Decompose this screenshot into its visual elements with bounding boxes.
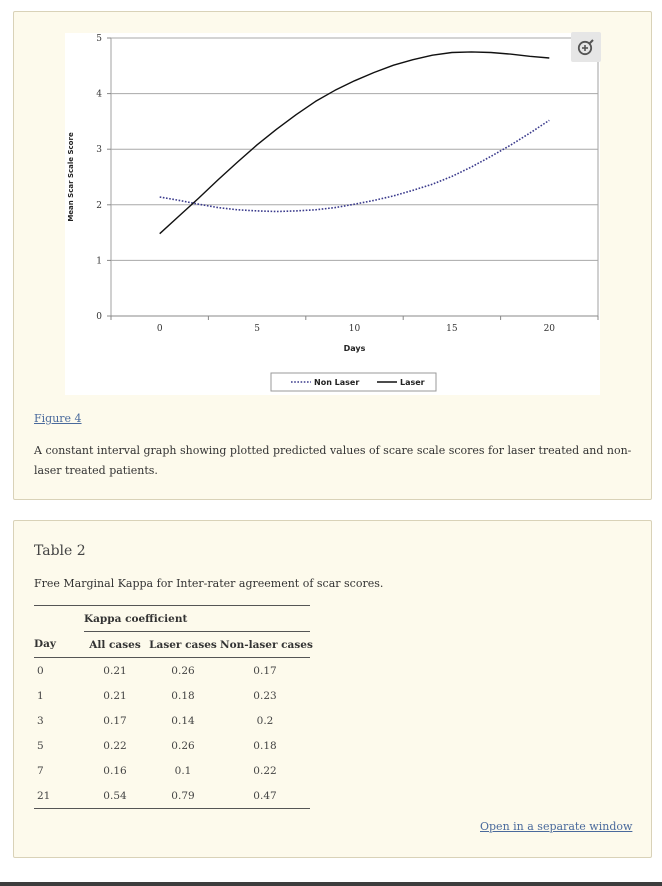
y-tick-label: 0 — [96, 312, 102, 322]
figure-link[interactable]: Figure 4 — [34, 412, 82, 425]
x-tick-label: 10 — [348, 324, 361, 334]
x-tick-label: 20 — [543, 324, 556, 334]
table-caption: Free Marginal Kappa for Inter-rater agreement of scar scores. — [34, 577, 384, 590]
cell-laser-cases: 0.26 — [171, 664, 195, 677]
cell-non-laser-cases: 0.17 — [253, 664, 277, 677]
table-panel — [13, 520, 652, 858]
line-chart — [65, 33, 600, 395]
legend-label: Non Laser — [314, 378, 360, 387]
cell-day: 7 — [37, 764, 44, 777]
table-title: Table 2 — [34, 543, 86, 559]
cell-laser-cases: 0.79 — [146, 783, 220, 809]
y-axis-title: Mean Scar Scale Score — [67, 132, 75, 222]
column-header-day: Day — [34, 632, 84, 658]
open-separate-window-link[interactable]: Open in a separate window — [480, 820, 633, 833]
table-row — [34, 733, 310, 758]
cell-all-cases: 0.54 — [84, 783, 146, 809]
cell-laser-cases: 0.26 — [171, 739, 195, 752]
cell-all-cases: 0.22 — [103, 739, 127, 752]
cell-day: 0 — [37, 664, 44, 677]
cell-non-laser-cases: 0.22 — [253, 764, 277, 777]
figure-caption: A constant interval graph showing plotted predicted values of scare scale scores for laser treated and non-laser treated patients. — [34, 444, 632, 477]
cell-day: 21 — [34, 783, 84, 809]
column-header-non-laser-cases: Non-laser cases — [220, 632, 310, 658]
cell-day: 5 — [37, 739, 44, 752]
table-row — [34, 758, 310, 783]
cell-day: 1 — [37, 689, 44, 702]
x-tick-label: 5 — [254, 324, 260, 334]
cell-non-laser-cases: 0.2 — [256, 714, 274, 727]
legend-label: Laser — [400, 378, 425, 387]
cell-non-laser-cases: 0.47 — [220, 783, 310, 809]
y-tick-label: 4 — [96, 89, 102, 100]
cell-all-cases: 0.17 — [103, 714, 127, 727]
y-tick-label: 1 — [96, 256, 102, 267]
cell-laser-cases: 0.1 — [174, 764, 192, 777]
cell-all-cases: 0.16 — [103, 764, 127, 777]
table-body — [34, 658, 310, 809]
figure-panel — [13, 11, 652, 500]
cell-laser-cases: 0.18 — [171, 689, 195, 702]
plot-area — [111, 38, 598, 316]
cell-all-cases: 0.21 — [103, 689, 127, 702]
y-tick-label: 3 — [96, 145, 102, 156]
x-tick-label: 0 — [156, 324, 163, 334]
x-tick-label: 15 — [446, 324, 458, 334]
y-tick-label: 5 — [96, 34, 102, 44]
figure-image[interactable] — [65, 33, 600, 395]
table-row — [34, 708, 310, 733]
column-header-all-cases: All cases — [84, 632, 146, 658]
cell-non-laser-cases: 0.23 — [253, 689, 277, 702]
table-row — [34, 783, 310, 809]
table-row — [34, 658, 310, 684]
cell-all-cases: 0.21 — [103, 664, 127, 677]
table-header-empty — [34, 606, 84, 632]
cell-day: 3 — [37, 714, 44, 727]
zoom-button[interactable] — [571, 32, 601, 62]
column-header-laser-cases: Laser cases — [146, 632, 220, 658]
cell-non-laser-cases: 0.18 — [253, 739, 277, 752]
table-row — [34, 683, 310, 708]
table-group-header: Kappa coefficient — [84, 606, 310, 632]
page-bottom-bar — [0, 882, 662, 886]
x-axis-title: Days — [343, 344, 366, 353]
cell-laser-cases: 0.14 — [171, 714, 195, 727]
magnify-plus-icon — [576, 37, 596, 57]
kappa-table — [34, 605, 313, 809]
y-tick-label: 2 — [96, 200, 102, 211]
